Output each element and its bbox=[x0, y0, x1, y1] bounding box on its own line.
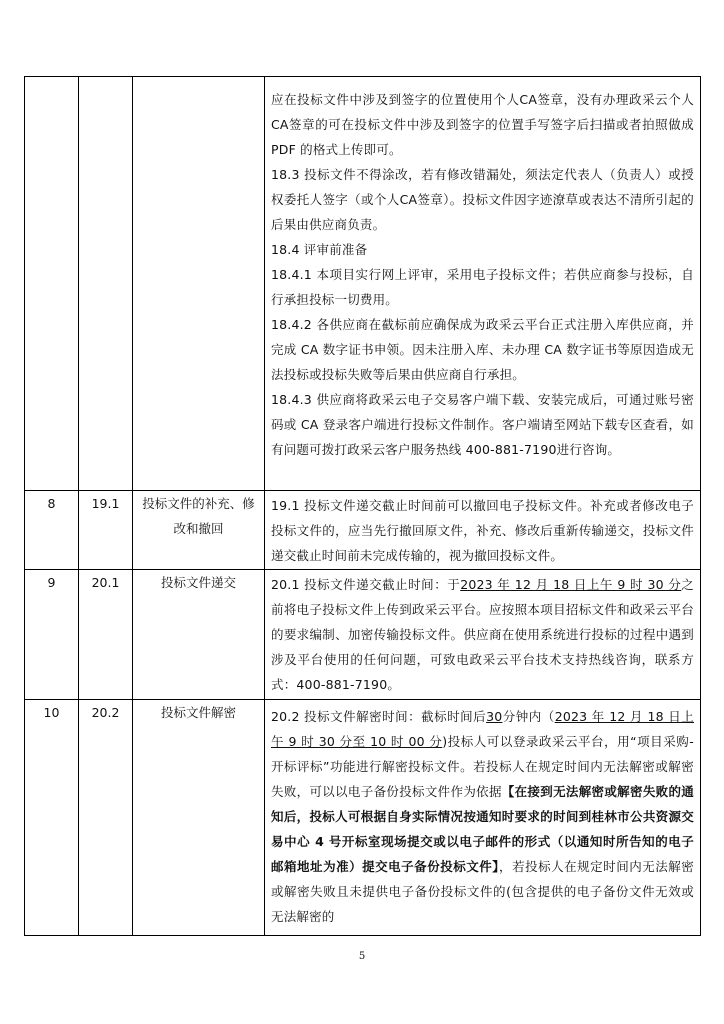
table-row bbox=[25, 570, 701, 700]
paragraph: 18.4.3 供应商将政采云电子交易客户端下载、安装完成后，可通过账号密码或 CA 登录客户端进行投标文件制作。客户端请至网站下载专区查看，如有问题可拨打政采云客户服务热线 400-881-7190进行咨询。 bbox=[271, 392, 694, 457]
text-run: ，若投标人在规定时间内无法解密或解密失败且未提供电子备份投标文件的(包含提供的电子备份文件无效或无法解密的 bbox=[271, 859, 694, 924]
paragraph bbox=[271, 704, 694, 929]
decrypt-window: 2023 年 12 月 18 日上午 9 时 30 分至 10 时 00 分 bbox=[271, 709, 694, 749]
clause-number bbox=[79, 77, 133, 491]
text-run: 20.2 投标文件解密时间：截标时间后 bbox=[271, 709, 487, 724]
text-run: )投标人可以登录政采云平台，用“项目采购-开标评标”功能进行解密投标文件。若投标人在规定时间内无法解密或解密失败，可以以电子备份投标文件作为依据 bbox=[271, 734, 694, 799]
row-number: 9 bbox=[25, 570, 79, 700]
paragraph bbox=[271, 572, 694, 697]
row-number: 10 bbox=[25, 700, 79, 936]
row-title: 投标文件的补充、修改和撤回 bbox=[133, 491, 265, 570]
paragraph: 18.4 评审前准备 bbox=[271, 242, 368, 257]
page-number: 5 bbox=[358, 951, 366, 962]
row-content bbox=[265, 491, 701, 570]
row-number bbox=[25, 77, 79, 491]
text-run: 20.1 投标文件递交截止时间：于 bbox=[271, 577, 461, 592]
text-run: 分钟内（ bbox=[502, 709, 555, 724]
paragraph: 19.1 投标文件递交截止时间前可以撤回电子投标文件。补充或者修改电子投标文件的，应当先行撤回原文件，补充、修改后重新传输递交，投标文件递交截止时间前未完成传输的，视为撤回投标文件。 bbox=[271, 498, 694, 563]
paragraph: 18.4.1 本项目实行网上评审，采用电子投标文件；若供应商参与投标，自行承担投标一切费用。 bbox=[271, 267, 694, 307]
decrypt-minutes: 30 bbox=[486, 709, 503, 724]
clause-number: 19.1 bbox=[79, 491, 133, 570]
bold-notice: 【在接到无法解密或解密失败的通知后，投标人可根据自身实际情况按通知时要求的时间到桂林市公共资源交易中心 4 号开标室现场提交或以电子邮件的形式（以通知时所告知的电子邮箱地址为准）提交电子备份投标文件】 bbox=[271, 784, 694, 874]
row-title: 投标文件递交 bbox=[133, 570, 265, 700]
table-row bbox=[25, 491, 701, 570]
table-row bbox=[25, 700, 701, 936]
content-table bbox=[24, 76, 701, 936]
text-run: 之前将电子投标文件上传到政采云平台。应按照本项目招标文件和政采云平台的要求编制、加密传输投标文件。供应商在使用系统进行投标的过程中遇到涉及平台使用的任何问题，可致电政采云平台技术支持热线咨询，联系方式：400-881-7190。 bbox=[271, 577, 694, 692]
clause-number: 20.1 bbox=[79, 570, 133, 700]
deadline-date: 2023 年 12 月 18 日上午 9 时 30 分 bbox=[460, 577, 682, 592]
clause-number: 20.2 bbox=[79, 700, 133, 936]
row-content bbox=[265, 77, 701, 491]
row-number: 8 bbox=[25, 491, 79, 570]
row-title bbox=[133, 77, 265, 491]
row-title: 投标文件解密 bbox=[133, 700, 265, 936]
row-content bbox=[265, 570, 701, 700]
row-content bbox=[265, 700, 701, 936]
paragraph: 18.3 投标文件不得涂改，若有修改错漏处，须法定代表人（负责人）或授权委托人签字（或个人CA签章）。投标文件因字迹潦草或表达不清所引起的后果由供应商负责。 bbox=[271, 167, 694, 232]
paragraph: 18.4.2 各供应商在截标前应确保成为政采云平台正式注册入库供应商，并完成 CA 数字证书申领。因未注册入库、未办理 CA 数字证书等原因造成无法投标或投标失败等后果由供应商自行承担。 bbox=[271, 317, 694, 382]
table-row bbox=[25, 77, 701, 491]
paragraph: 应在投标文件中涉及到签字的位置使用个人CA签章，没有办理政采云个人CA签章的可在投标文件中涉及到签字的位置手写签字后扫描或者拍照做成 PDF 的格式上传即可。 bbox=[271, 92, 694, 157]
